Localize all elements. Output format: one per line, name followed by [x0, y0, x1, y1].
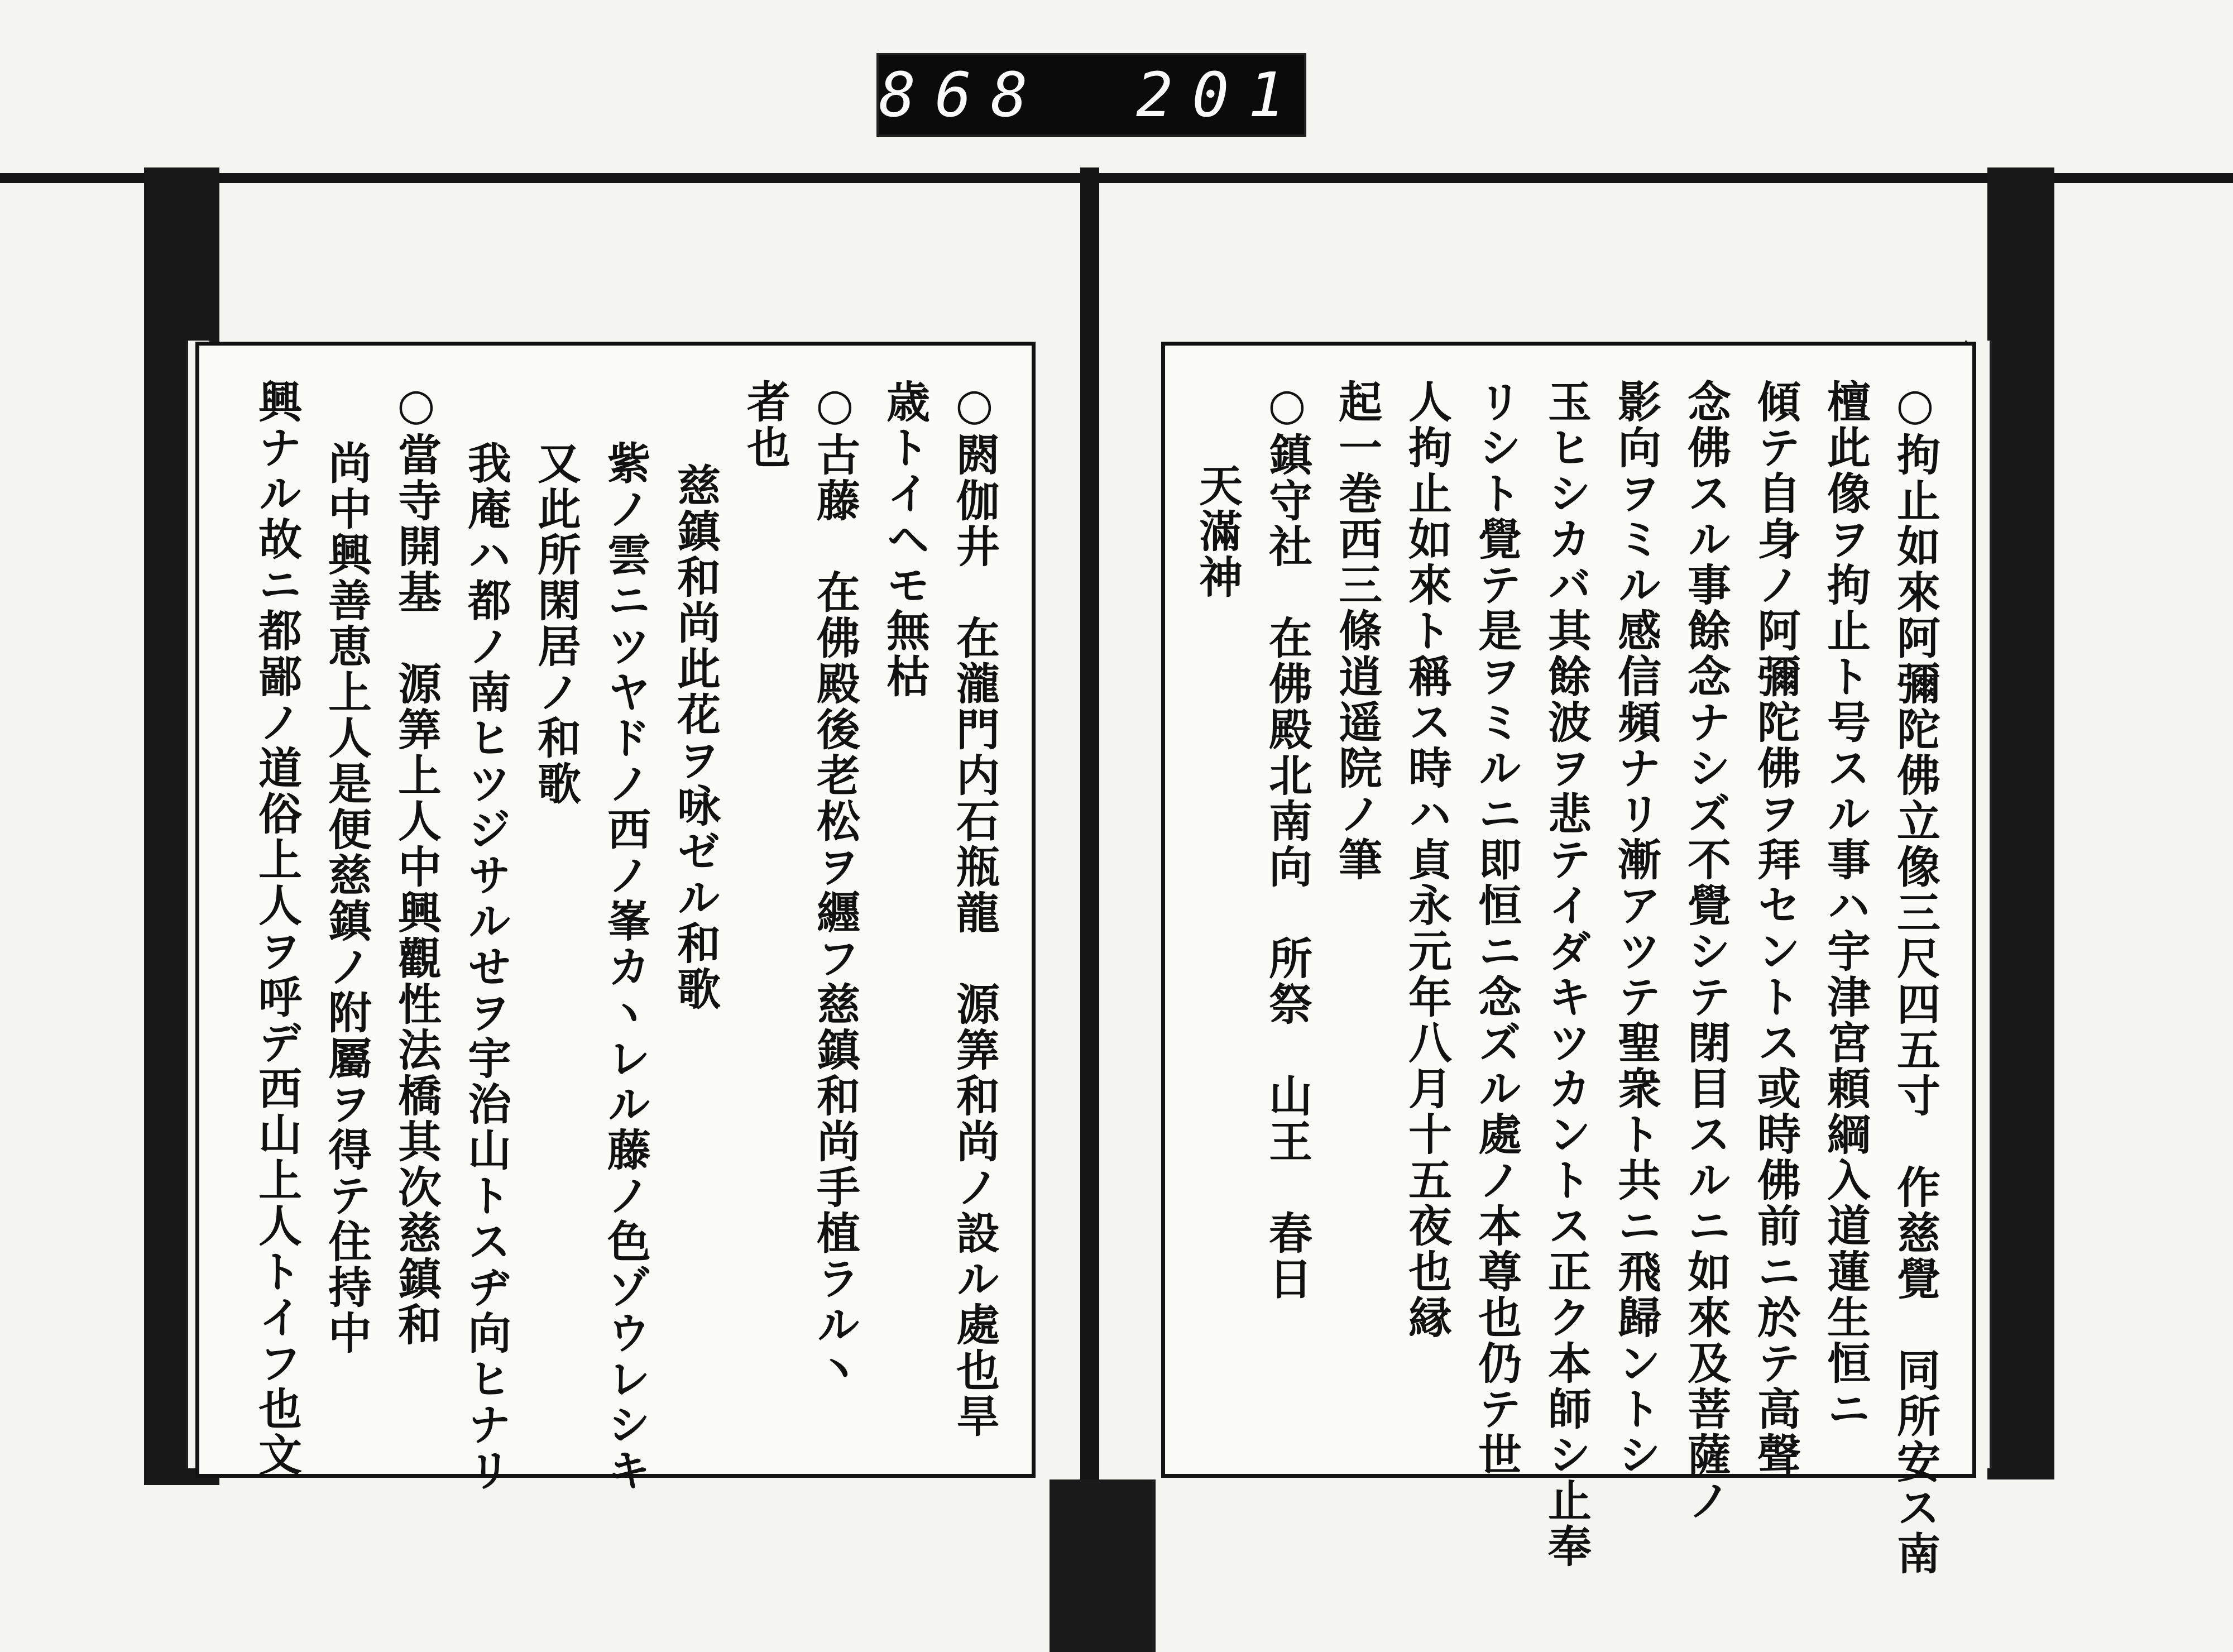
text-column: 影向ヲミル感信頻ナリ漸アツテ聖衆ト共ニ飛歸ントシ — [1611, 379, 1661, 1478]
text-column: 檀此像ヲ拘止ト号スル事ハ宇津宮頼綱入道蓮生恒ニ — [1820, 379, 1871, 1432]
text-column: 尚中興善恵上人是便慈鎮ノ附屬ヲ得テ住持中 — [321, 440, 372, 1356]
reel-number: 868 — [879, 59, 1047, 131]
text-column: ○當寺開基 源筭上人中興觀性法橋其次慈鎮和 — [391, 379, 442, 1348]
text-column: 又此所閑居ノ和歌 — [530, 440, 581, 807]
text-column: 傾テ自身ノ阿彌陀佛ヲ拜セントス或時佛前ニ於テ高聲 — [1750, 379, 1801, 1478]
text-column: リシト覺テ是ヲミルニ即恒ニ念ズル處ノ本尊也仍テ世 — [1471, 379, 1522, 1478]
top-rule — [0, 173, 2233, 183]
left-page-text — [222, 379, 1009, 1493]
text-column: 紫ノ雲ニツヤドノ西ノ峯カヽレル藤ノ色ゾウレシキ — [600, 440, 651, 1493]
right-page — [1161, 342, 1976, 1577]
book-spine — [1080, 167, 1099, 1485]
text-column: 起一巻西三條逍遥院ノ筆 — [1331, 379, 1382, 883]
left-page — [195, 342, 1036, 1493]
frame-number: 201 — [1136, 59, 1304, 131]
text-column: ○鎮守社 在佛殿北南向 所祭 山王 春日 — [1262, 379, 1312, 1302]
text-column: 我庵ハ都ノ南ヒツジサルせヲ宇治山トスヂ向ヒナリ — [461, 440, 511, 1493]
text-column: ○古藤 在佛殿後老松ヲ纒フ慈鎮和尚手植ラル丶 — [809, 379, 860, 1394]
text-column: ○拘止如來阿彌陀佛立像三尺四五寸 作慈覺 同所安ス南 — [1890, 379, 1940, 1577]
text-column: 歳トイヘモ無枯 — [879, 379, 930, 700]
text-column: 興ナル故ニ都鄙ノ道俗上人ヲ呼デ西山上人トイフ也文 — [251, 379, 302, 1478]
text-column: 者也 — [740, 379, 790, 471]
text-column: 念佛スル事餘念ナシズ不覺シテ閉目スルニ如來及菩薩ノ — [1680, 379, 1731, 1524]
text-column: ○閼伽井 在瀧門内石瓶龍 源筭和尚ノ設ル處也旱 — [949, 379, 1000, 1439]
text-column: 人拘止如來ト稱ス時ハ貞永元年八月十五夜也縁 — [1401, 379, 1452, 1340]
binding-clip — [1050, 1479, 1156, 1652]
right-book-edge — [1987, 167, 2054, 1479]
text-column: 天滿神 — [1192, 463, 1243, 600]
text-column: 慈鎮和尚此花ヲ咏ゼル和歌 — [670, 463, 721, 1012]
film-frame-label — [876, 53, 1306, 137]
right-page-text — [1187, 379, 1950, 1577]
text-column: 玉ヒシカバ其餘波ヲ悲テイダキツカントス正ク本師シ止奉 — [1541, 379, 1592, 1569]
